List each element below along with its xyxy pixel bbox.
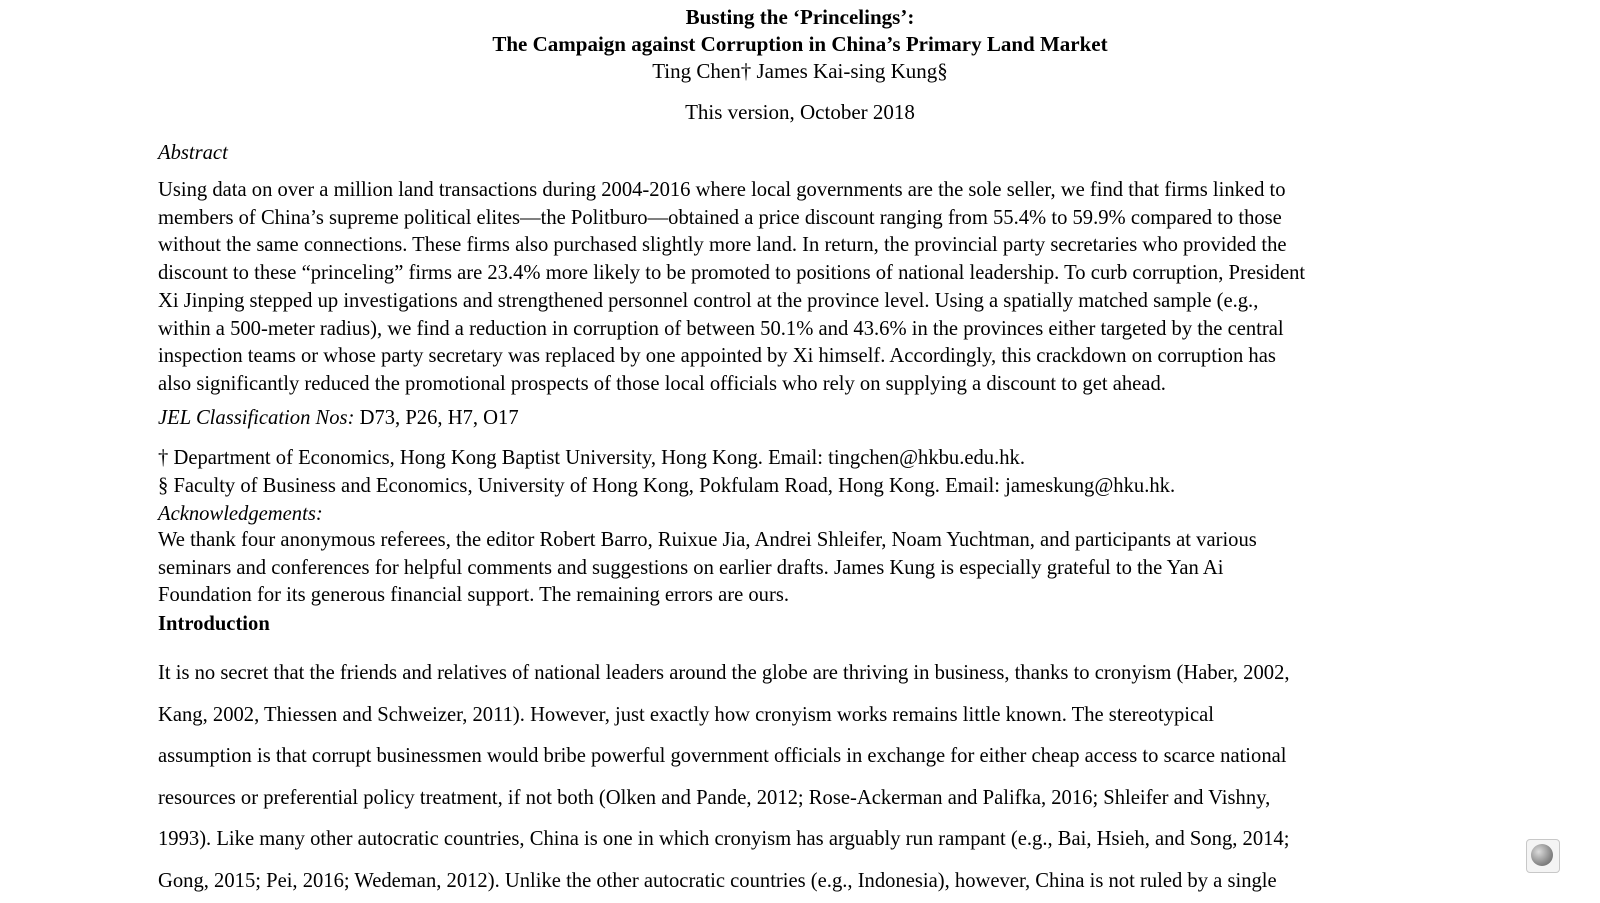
affiliation-line: § Faculty of Business and Economics, University of Hong Kong, Pokfulam Road, Hong Kong. Email: jameskung@hku.hk. xyxy=(158,474,1176,497)
introduction-line: assumption is that corrupt businessmen would bribe powerful government officials in exchange for either cheap access to scarce national xyxy=(158,745,1287,768)
acknowledgements-line: We thank four anonymous referees, the editor Robert Barro, Ruixue Jia, Andrei Shleifer, Noam Yuchtman, and participants at various xyxy=(158,529,1257,551)
author-affiliations xyxy=(158,445,1498,500)
abstract-line: within a 500-meter radius), we find a reduction in corruption of between 50.1% and 43.6% in the provinces either targeted by the central xyxy=(158,317,1284,340)
acknowledgements-heading: Acknowledgements: xyxy=(158,503,323,525)
acknowledgements-line: Foundation for its generous financial support. The remaining errors are ours. xyxy=(158,584,789,607)
abstract-line: inspection teams or whose party secretary was replaced by one appointed by Xi himself. Accordingly, this crackdown on corruption has xyxy=(158,345,1276,368)
paper-title-line-1: Busting the ‘Princelings’: xyxy=(685,5,915,29)
abstract-line: Xi Jinping stepped up investigations and strengthened personnel control at the province level. Using a spatially matched sample (e.g., xyxy=(158,289,1259,312)
abstract-line: Using data on over a million land transactions during 2004-2016 where local governments are the sole seller, we find that firms linked to xyxy=(158,179,1286,201)
jel-classification xyxy=(158,404,1498,432)
abstract-line: members of China’s supreme political elites—the Politburo—obtained a price discount ranging from 55.4% to 59.9% compared to those xyxy=(158,206,1282,229)
introduction-line: It is no secret that the friends and relatives of national leaders around the globe are thriving in business, thanks to cronyism (Haber, 2002, xyxy=(158,662,1290,684)
abstract-line: without the same connections. These firms also purchased slightly more land. In return, the provincial party secretaries who provided the xyxy=(158,234,1287,257)
abstract-body xyxy=(158,177,1498,399)
paper-title-line-2: The Campaign against Corruption in China’s Primary Land Market xyxy=(492,32,1108,56)
paper-authors: Ting Chen† James Kai-sing Kung§ xyxy=(652,59,948,83)
abstract-line: discount to these “princeling” firms are 23.4% more likely to be promoted to positions of national leadership. To curb corruption, President xyxy=(158,262,1306,285)
introduction-line: 1993). Like many other autocratic countries, China is one in which cronyism has arguably run rampant (e.g., Bai, Hsieh, and Song, 2014; xyxy=(158,828,1290,851)
corner-widget-button[interactable] xyxy=(1526,839,1560,873)
acknowledgements-body xyxy=(158,527,1498,610)
introduction-line: Kang, 2002, Thiessen and Schweizer, 2011). However, just exactly how cronyism works remains little known. The stereotypical xyxy=(158,703,1215,726)
affiliation-line: † Department of Economics, Hong Kong Baptist University, Hong Kong. Email: tingchen@hkbu.edu.hk. xyxy=(158,447,1025,469)
abstract-heading: Abstract xyxy=(158,142,228,164)
globe-icon xyxy=(1531,844,1553,866)
acknowledgements-line: seminars and conferences for helpful comments and suggestions on earlier drafts. James Kung is especially grateful to the Yan Ai xyxy=(158,556,1224,579)
jel-label: JEL Classification Nos: xyxy=(158,407,355,429)
paper-version: This version, October 2018 xyxy=(685,100,915,124)
introduction-line: resources or preferential policy treatment, if not both (Olken and Pande, 2012; Rose-Ackerman and Palifka, 2016; Shleifer and Vishny, xyxy=(158,786,1271,809)
introduction-heading: Introduction xyxy=(158,613,270,635)
abstract-line: also significantly reduced the promotional prospects of those local officials who rely on supplying a discount to get ahead. xyxy=(158,372,1166,395)
jel-codes: D73, P26, H7, O17 xyxy=(354,407,519,429)
introduction-line: Gong, 2015; Pei, 2016; Wedeman, 2012). Unlike the other autocratic countries (e.g., Indonesia), however, China is not ruled by a single xyxy=(158,869,1277,892)
introduction-body xyxy=(158,653,1498,903)
